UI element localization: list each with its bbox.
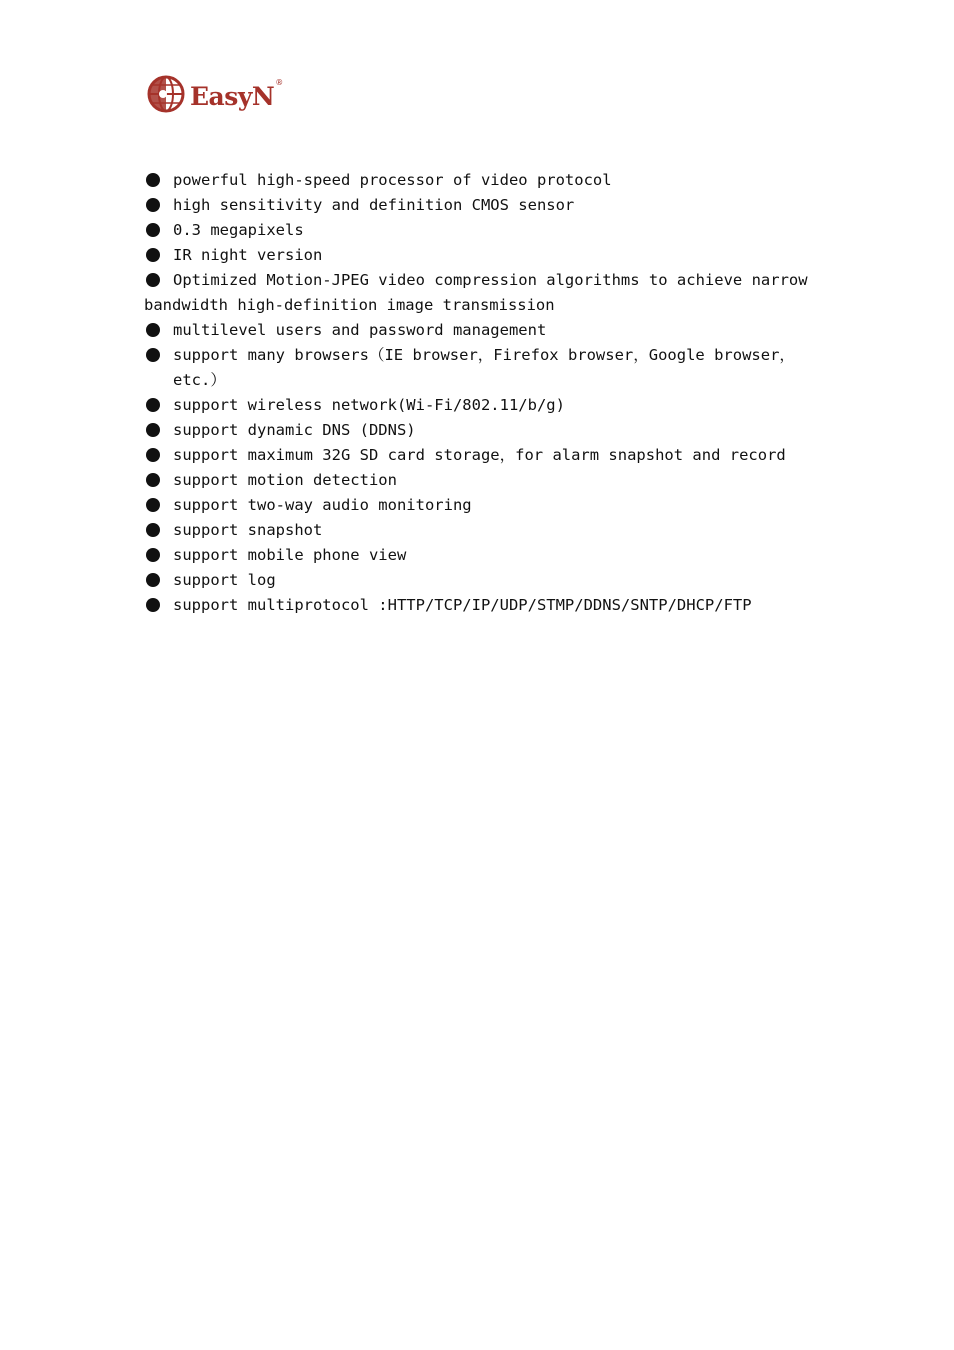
bullet-icon xyxy=(146,223,160,237)
bullet-icon xyxy=(146,248,160,262)
feature-item: support multiprotocol :HTTP/TCP/IP/UDP/STMP/DDNS/SNTP/DHCP/FTP xyxy=(144,593,824,618)
brand-name: EasyN xyxy=(190,81,275,111)
bullet-icon xyxy=(146,498,160,512)
bullet-icon xyxy=(146,173,160,187)
bullet-icon xyxy=(146,448,160,462)
bullet-icon xyxy=(146,523,160,537)
bullet-icon xyxy=(146,323,160,337)
bullet-icon xyxy=(146,598,160,612)
feature-list xyxy=(144,168,824,618)
feature-item: IR night version xyxy=(144,243,824,268)
registered-mark: ® xyxy=(275,77,284,87)
feature-item: multilevel users and password management xyxy=(144,318,824,343)
feature-item: support log xyxy=(144,568,824,593)
feature-item: powerful high-speed processor of video protocol xyxy=(144,168,824,193)
feature-item: support wireless network(Wi-Fi/802.11/b/g) xyxy=(144,393,824,418)
feature-item: support many browsers（IE browser，Firefox browser，Google browser，etc.） xyxy=(144,343,824,393)
feature-item: support dynamic DNS (DDNS) xyxy=(144,418,824,443)
brand-logo xyxy=(146,72,283,116)
feature-item: support maximum 32G SD card storage，for alarm snapshot and record xyxy=(144,443,824,468)
bullet-icon xyxy=(146,473,160,487)
bullet-icon xyxy=(146,398,160,412)
feature-item: 0.3 megapixels xyxy=(144,218,824,243)
feature-item: support motion detection xyxy=(144,468,824,493)
bullet-icon xyxy=(146,273,160,287)
bullet-icon xyxy=(146,573,160,587)
feature-item: Optimized Motion-JPEG video compression algorithms to achieve narrow bandwidth high-definition image transmission xyxy=(144,268,824,318)
globe-logo-icon xyxy=(146,74,186,114)
feature-item-continuation: bandwidth high-definition image transmission xyxy=(144,296,555,314)
bullet-icon xyxy=(146,423,160,437)
feature-item: support mobile phone view xyxy=(144,543,824,568)
bullet-icon xyxy=(146,198,160,212)
feature-item: support snapshot xyxy=(144,518,824,543)
bullet-icon xyxy=(146,548,160,562)
bullet-icon xyxy=(146,348,160,362)
feature-item: high sensitivity and definition CMOS sensor xyxy=(144,193,824,218)
feature-item: support two-way audio monitoring xyxy=(144,493,824,518)
